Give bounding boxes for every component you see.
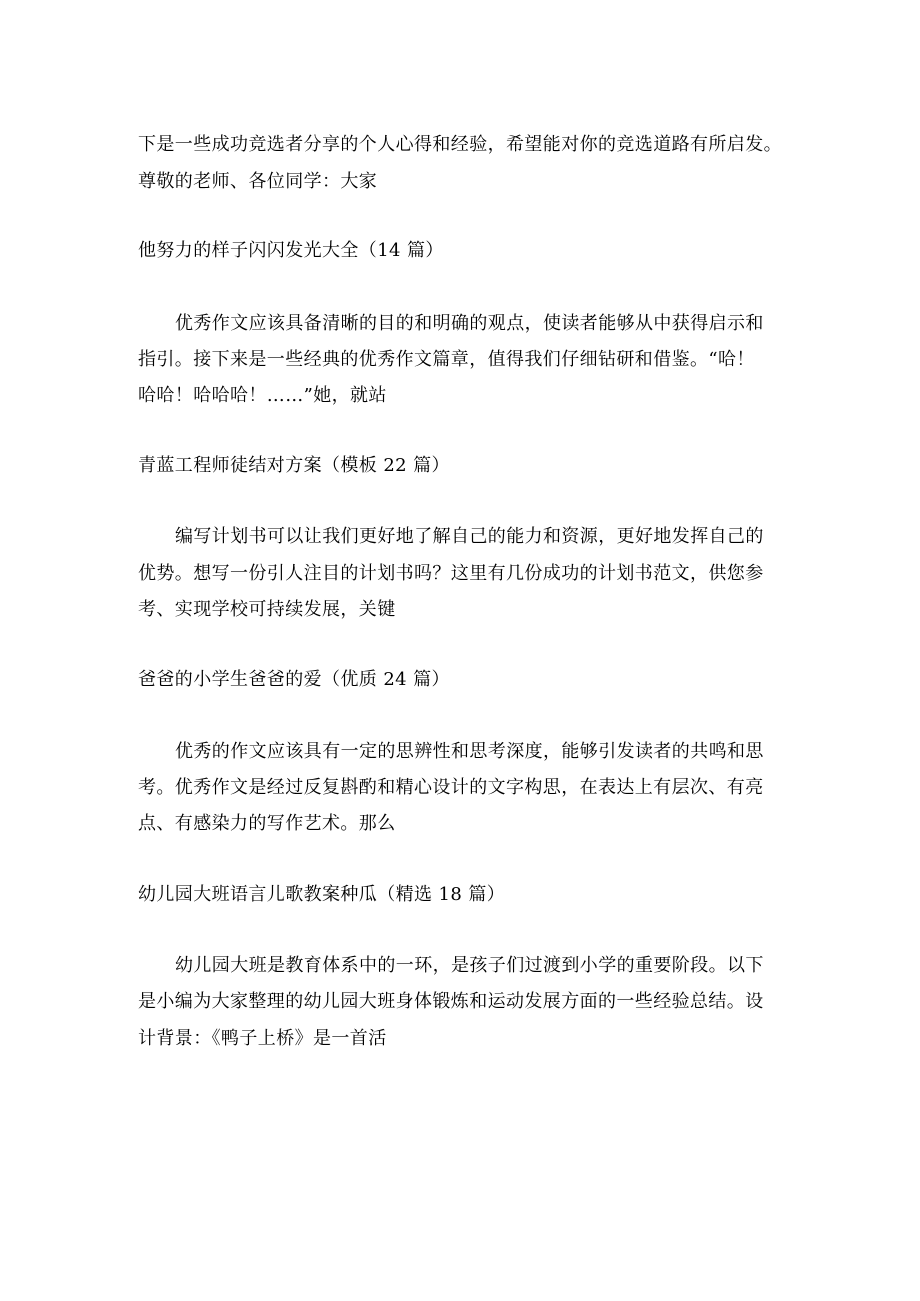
intro-line-1: 下是一些成功竞选者分享的个人心得和经验，希望能对你的竞选道路有所启发。 — [138, 134, 782, 155]
article-title-2[interactable]: 青蓝工程师徒结对方案（模板 22 篇） — [138, 455, 450, 476]
article-3-line-2: 考。优秀作文是经过反复斟酌和精心设计的文字构思，在表达上有层次、有亮 — [138, 777, 764, 798]
article-4-line-3: 计背景：《鸭子上桥》是一首活 — [138, 1028, 387, 1049]
article-3-line-3: 点、有感染力的写作艺术。那么 — [138, 813, 396, 834]
article-title-4[interactable]: 幼儿园大班语言儿歌教案种瓜（精选 18 篇） — [138, 884, 506, 905]
article-2-line-2: 优势。想写一份引人注目的计划书吗？这里有几份成功的计划书范文，供您参 — [138, 563, 764, 584]
article-4-line-2: 是小编为大家整理的幼儿园大班身体锻炼和运动发展方面的一些经验总结。设 — [138, 991, 764, 1012]
intro-line-2: 尊敬的老师、各位同学：大家 — [138, 171, 378, 192]
article-2-line-1: 编写计划书可以让我们更好地了解自己的能力和资源，更好地发挥自己的 — [175, 526, 764, 547]
article-1-line-1: 优秀作文应该具备清晰的目的和明确的观点，使读者能够从中获得启示和 — [175, 313, 764, 334]
article-3-line-1: 优秀的作文应该具有一定的思辨性和思考深度，能够引发读者的共鸣和思 — [175, 741, 764, 762]
article-title-3[interactable]: 爸爸的小学生爸爸的爱（优质 24 篇） — [138, 669, 450, 690]
article-1-line-2: 指引。接下来是一些经典的优秀作文篇章，值得我们仔细钻研和借鉴。“哈！ — [138, 349, 755, 370]
article-1-line-3: 哈哈！哈哈哈！……”她，就站 — [138, 385, 387, 406]
article-4-line-1: 幼儿园大班是教育体系中的一环，是孩子们过渡到小学的重要阶段。以下 — [175, 955, 764, 976]
article-2-line-3: 考、实现学校可持续发展，关键 — [138, 599, 396, 620]
article-title-1[interactable]: 他努力的样子闪闪发光大全（14 篇） — [138, 240, 444, 261]
